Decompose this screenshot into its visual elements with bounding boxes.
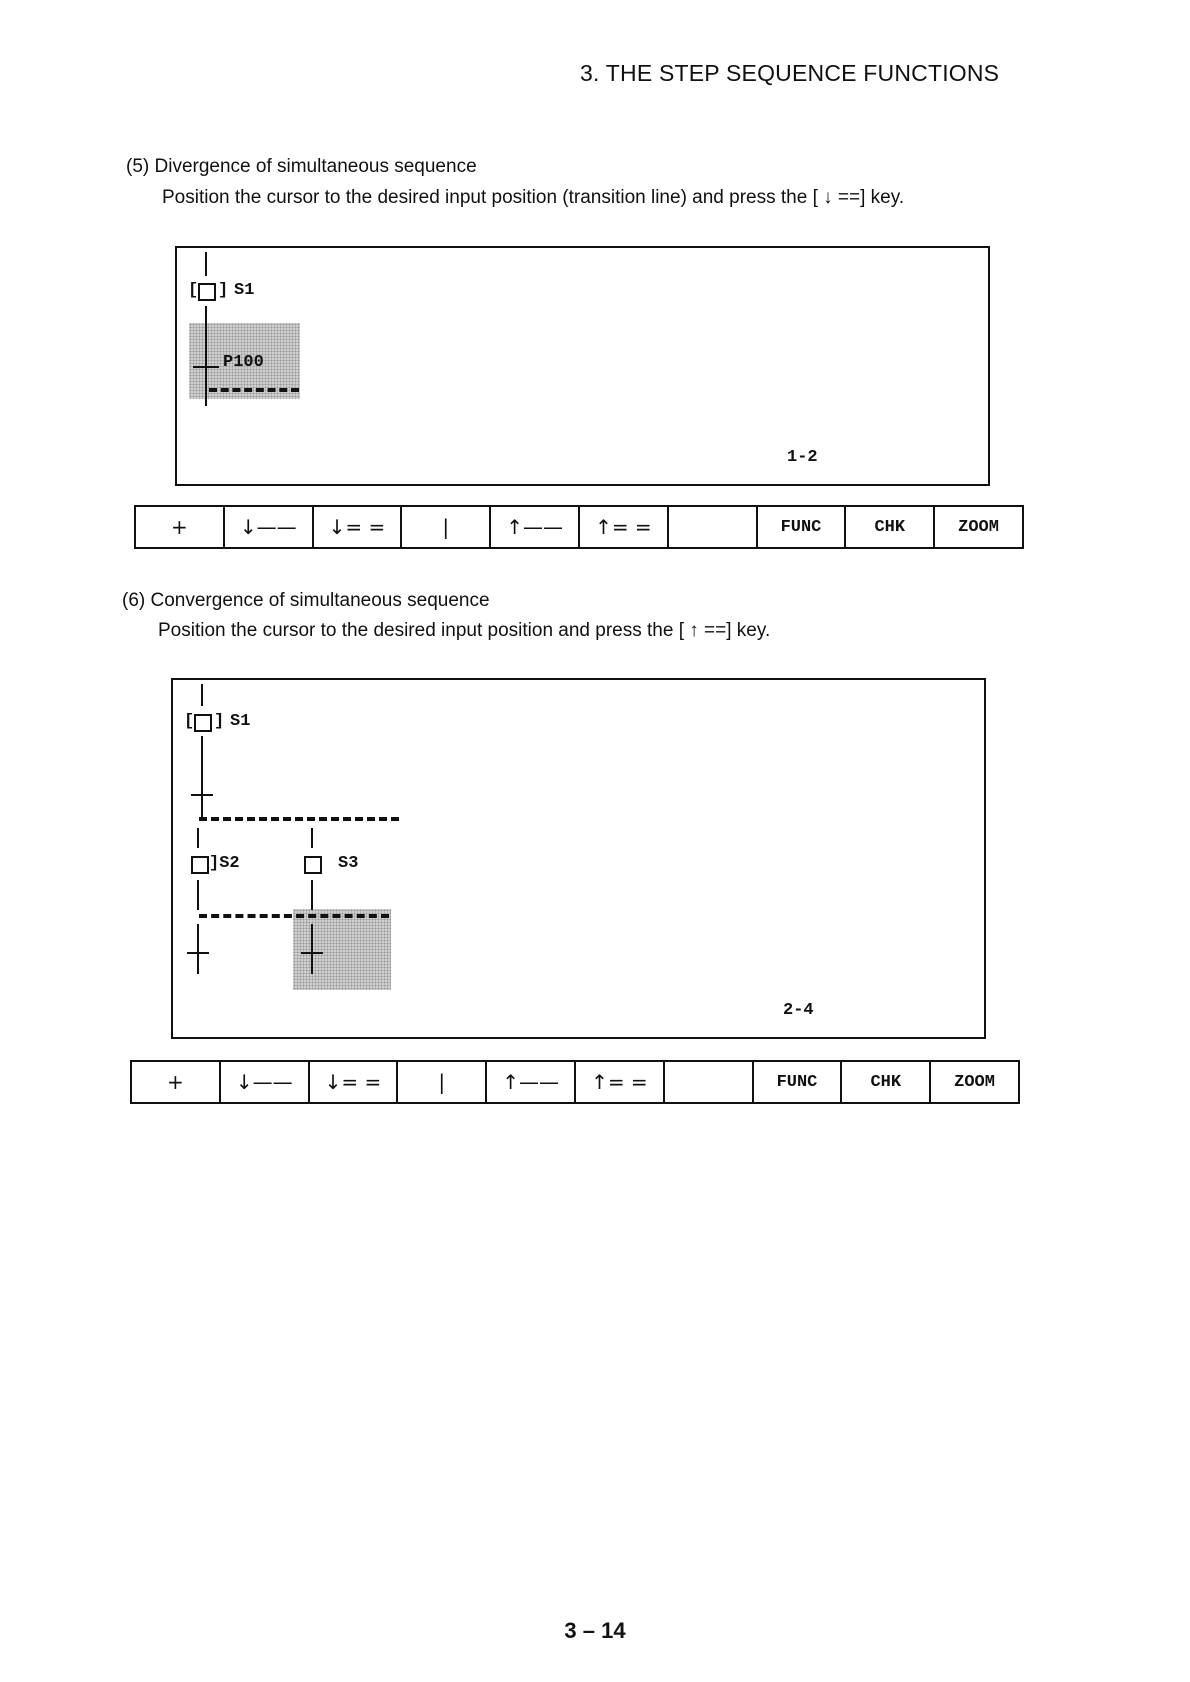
section-6-heading: (6) Convergence of simultaneous sequence bbox=[122, 590, 490, 611]
key-chk[interactable]: CHK bbox=[846, 507, 935, 547]
step-box-icon bbox=[304, 856, 322, 874]
key-zoom[interactable]: ZOOM bbox=[954, 1072, 995, 1092]
key-down-simultaneous[interactable]: ↓= = bbox=[314, 507, 403, 547]
step-bracket-open: [ bbox=[184, 712, 195, 731]
step-bracket-close: ] bbox=[214, 712, 225, 731]
section-5-heading: (5) Divergence of simultaneous sequence bbox=[126, 156, 477, 177]
key-up-simultaneous[interactable]: ↑= = bbox=[580, 507, 669, 547]
key-func[interactable]: FUNC bbox=[758, 507, 847, 547]
simultaneous-divergence-line bbox=[199, 817, 399, 821]
key-vertical-line[interactable]: | bbox=[402, 507, 491, 547]
transition-line bbox=[193, 366, 219, 368]
chapter-header: 3. THE STEP SEQUENCE FUNCTIONS bbox=[580, 60, 1000, 86]
sfc-line bbox=[201, 736, 203, 818]
simultaneous-convergence-line bbox=[199, 914, 389, 918]
convergence-screen bbox=[171, 678, 986, 1039]
key-down-branch[interactable]: ↓—— bbox=[225, 507, 314, 547]
cursor-highlight bbox=[293, 909, 391, 990]
step-box-icon bbox=[198, 283, 216, 301]
key-func[interactable]: FUNC bbox=[754, 1062, 843, 1102]
key-chk[interactable]: CHK bbox=[842, 1062, 931, 1102]
step-label-s1: S1 bbox=[234, 281, 255, 300]
sfc-line bbox=[205, 306, 207, 406]
step-label-s1: S1 bbox=[230, 712, 251, 731]
sfc-line bbox=[197, 924, 199, 974]
key-zoom[interactable]: ZOOM bbox=[958, 517, 999, 537]
transition-line bbox=[187, 952, 209, 954]
divergence-screen bbox=[175, 246, 990, 486]
step-box-icon bbox=[194, 714, 212, 732]
sfc-line bbox=[311, 880, 313, 910]
step-box-icon bbox=[191, 856, 209, 874]
sfc-line bbox=[197, 880, 199, 910]
key-transition[interactable]: + bbox=[132, 1062, 221, 1102]
transition-line bbox=[191, 794, 213, 796]
simultaneous-divergence-line bbox=[209, 388, 299, 392]
transition-label-p100: P100 bbox=[223, 353, 264, 372]
section-6-description: Position the cursor to the desired input position and press the [ ↑ ==] key. bbox=[158, 620, 771, 641]
page-number: 3 – 14 bbox=[564, 1618, 626, 1643]
sfc-line bbox=[311, 924, 313, 974]
function-key-bar bbox=[130, 1060, 1020, 1104]
key-up-branch[interactable]: ↑—— bbox=[491, 507, 580, 547]
key-vertical-line[interactable]: | bbox=[398, 1062, 487, 1102]
key-blank[interactable] bbox=[665, 1062, 754, 1102]
function-key-bar bbox=[134, 505, 1024, 549]
transition-line bbox=[301, 952, 323, 954]
cursor-position: 1-2 bbox=[787, 448, 818, 467]
key-down-simultaneous[interactable]: ↓= = bbox=[310, 1062, 399, 1102]
key-up-branch[interactable]: ↑—— bbox=[487, 1062, 576, 1102]
step-bracket-open: [ bbox=[188, 281, 199, 300]
section-5-description: Position the cursor to the desired input position (transition line) and press the [ ↓ ==] key. bbox=[162, 187, 905, 208]
cursor-position: 2-4 bbox=[783, 1001, 814, 1020]
step-label-s3: S3 bbox=[338, 854, 359, 873]
key-blank[interactable] bbox=[669, 507, 758, 547]
key-up-simultaneous[interactable]: ↑= = bbox=[576, 1062, 665, 1102]
key-down-branch[interactable]: ↓—— bbox=[221, 1062, 310, 1102]
sfc-line bbox=[205, 252, 207, 276]
step-label-s2: ]S2 bbox=[209, 854, 240, 873]
step-bracket-close: ] bbox=[218, 281, 229, 300]
sfc-line bbox=[201, 684, 203, 706]
sfc-line bbox=[197, 828, 199, 848]
sfc-line bbox=[311, 828, 313, 848]
key-transition[interactable]: + bbox=[136, 507, 225, 547]
